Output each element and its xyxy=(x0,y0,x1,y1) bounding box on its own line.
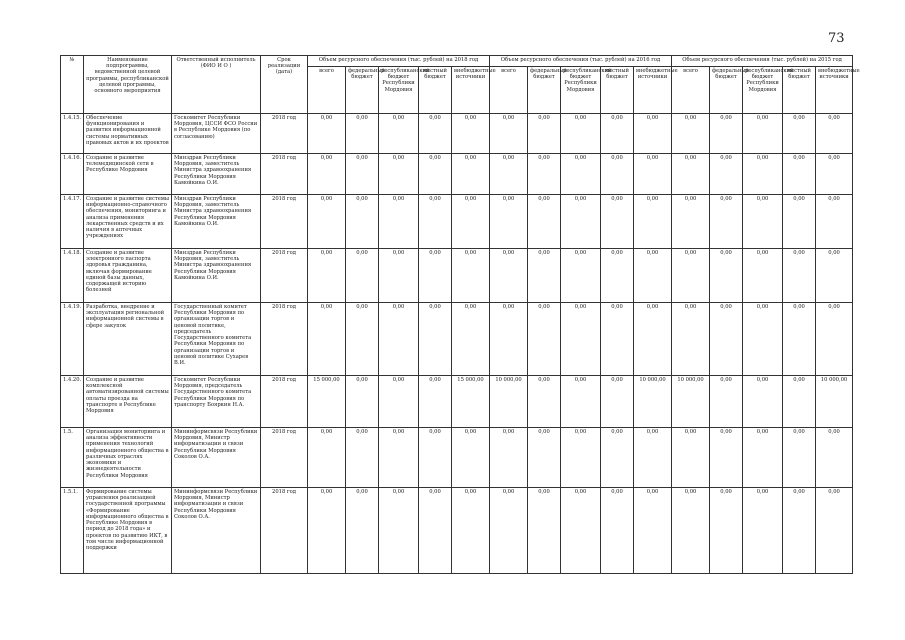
table-row xyxy=(61,428,853,488)
value-cell: 0,00 xyxy=(379,376,419,428)
value-cell: 0,00 xyxy=(816,303,853,376)
row-name: Обеспечение функционирования и развития информационной системы нормативных правовых актов и их проектов xyxy=(84,114,172,154)
row-num: 1.5. xyxy=(61,428,84,488)
value-cell: 0,00 xyxy=(672,488,710,574)
value-cell: 0,00 xyxy=(783,303,816,376)
table-row xyxy=(61,154,853,195)
header-2018-federal: федеральный бюджет xyxy=(346,67,379,114)
value-cell: 0,00 xyxy=(379,303,419,376)
table-body xyxy=(61,114,853,574)
value-cell: 0,00 xyxy=(308,154,346,195)
value-cell: 0,00 xyxy=(379,249,419,303)
value-cell: 0,00 xyxy=(452,488,490,574)
value-cell: 0,00 xyxy=(528,154,561,195)
value-cell: 0,00 xyxy=(379,488,419,574)
row-term: 2018 год xyxy=(261,195,308,249)
value-cell: 0,00 xyxy=(419,249,452,303)
value-cell: 0,00 xyxy=(710,249,743,303)
header-group-2015: Объем ресурсного обеспечения (тыс. рублей) на 2015 год xyxy=(672,56,853,67)
row-num: 1.4.15. xyxy=(61,114,84,154)
value-cell: 0,00 xyxy=(346,303,379,376)
table-row xyxy=(61,303,853,376)
value-cell: 0,00 xyxy=(346,249,379,303)
value-cell: 0,00 xyxy=(601,154,634,195)
value-cell: 0,00 xyxy=(710,114,743,154)
row-term: 2018 год xyxy=(261,154,308,195)
value-cell: 0,00 xyxy=(743,249,783,303)
value-cell: 0,00 xyxy=(528,195,561,249)
value-cell: 0,00 xyxy=(490,195,528,249)
row-term: 2018 год xyxy=(261,249,308,303)
table-row xyxy=(61,195,853,249)
value-cell: 0,00 xyxy=(419,114,452,154)
value-cell: 0,00 xyxy=(308,195,346,249)
value-cell: 0,00 xyxy=(452,303,490,376)
value-cell: 0,00 xyxy=(601,195,634,249)
value-cell: 0,00 xyxy=(490,114,528,154)
value-cell: 0,00 xyxy=(419,428,452,488)
value-cell: 0,00 xyxy=(710,303,743,376)
header-2018-republic: республиканский бюджет Республики Мордовия xyxy=(379,67,419,114)
value-cell: 0,00 xyxy=(490,428,528,488)
row-name: Разработка, внедрение и эксплуатация региональной информационной системы в сфере закупок xyxy=(84,303,172,376)
value-cell: 0,00 xyxy=(783,428,816,488)
value-cell: 0,00 xyxy=(601,303,634,376)
value-cell: 0,00 xyxy=(308,428,346,488)
value-cell: 0,00 xyxy=(490,249,528,303)
value-cell: 0,00 xyxy=(743,303,783,376)
header-2015-federal: федеральный бюджет xyxy=(710,67,743,114)
row-num: 1.4.18. xyxy=(61,249,84,303)
value-cell: 0,00 xyxy=(743,114,783,154)
header-2018-local: местный бюджет xyxy=(419,67,452,114)
table-row xyxy=(61,114,853,154)
value-cell: 0,00 xyxy=(379,154,419,195)
value-cell: 0,00 xyxy=(634,249,672,303)
value-cell: 0,00 xyxy=(672,428,710,488)
header-2016-extra: внебюджетные источники xyxy=(634,67,672,114)
header-2016-republic: республиканский бюджет Республики Мордовия xyxy=(561,67,601,114)
header-2016-local: местный бюджет xyxy=(601,67,634,114)
value-cell: 0,00 xyxy=(672,154,710,195)
value-cell: 0,00 xyxy=(672,195,710,249)
header-group-2018: Объем ресурсного обеспечения (тыс. рублей) на 2018 год xyxy=(308,56,490,67)
header-2016-total: всего xyxy=(490,67,528,114)
row-num: 1.4.17. xyxy=(61,195,84,249)
row-num: 1.4.16. xyxy=(61,154,84,195)
row-executor: Госкомитет Республики Мордовия, ЦССИ ФСО России в Республике Мордовия (по согласованию) xyxy=(172,114,261,154)
value-cell: 0,00 xyxy=(561,303,601,376)
value-cell: 10 000,00 xyxy=(672,376,710,428)
value-cell: 0,00 xyxy=(452,154,490,195)
row-executor: Мининформсвязи Республики Мордовия, Министр информатизации и связи Республики Мордовия Соколов О.А. xyxy=(172,488,261,574)
row-term: 2018 год xyxy=(261,303,308,376)
value-cell: 0,00 xyxy=(379,428,419,488)
value-cell: 0,00 xyxy=(743,488,783,574)
row-name: Создание и развитие системы информационно-справочного обеспечения, мониторинга и анализа применения лекарственных средств и их наличия в аптечных учреждениях xyxy=(84,195,172,249)
value-cell: 0,00 xyxy=(528,114,561,154)
value-cell: 0,00 xyxy=(783,249,816,303)
value-cell: 0,00 xyxy=(308,114,346,154)
row-num: 1.4.20. xyxy=(61,376,84,428)
value-cell: 0,00 xyxy=(452,114,490,154)
value-cell: 0,00 xyxy=(634,303,672,376)
value-cell: 0,00 xyxy=(528,488,561,574)
value-cell: 0,00 xyxy=(561,488,601,574)
value-cell: 0,00 xyxy=(419,195,452,249)
row-executor: Государственный комитет Республики Мордовия по организации торгов и ценовой политике, председатель Государственного комитета Республики Мордовия по организации торгов и ценовой политике Сухарев В.И. xyxy=(172,303,261,376)
row-name: Создание и развитие телемедицинской сети в Республике Мордовия xyxy=(84,154,172,195)
value-cell: 0,00 xyxy=(672,114,710,154)
value-cell: 0,00 xyxy=(710,195,743,249)
value-cell: 0,00 xyxy=(783,488,816,574)
row-executor: Минздрав Республики Мордовия, заместитель Министра здравоохранения Республики Мордовия Камойкина О.И. xyxy=(172,195,261,249)
value-cell: 0,00 xyxy=(379,114,419,154)
value-cell: 15 000,00 xyxy=(452,376,490,428)
header-executor: Ответственный исполнитель (ФИО И О ) xyxy=(172,56,261,114)
value-cell: 0,00 xyxy=(452,249,490,303)
value-cell: 0,00 xyxy=(634,195,672,249)
value-cell: 0,00 xyxy=(346,195,379,249)
row-name: Формирование системы управления реализацией государственной программы «Формирование информационного общества в Республике Мордовия в период до 2018 года» и проектов по развитию ИКТ, в том числе информационной поддержки xyxy=(84,488,172,574)
row-term: 2018 год xyxy=(261,114,308,154)
value-cell: 0,00 xyxy=(672,249,710,303)
value-cell: 0,00 xyxy=(419,376,452,428)
row-executor: Мининформсвязи Республики Мордовия, Министр информатизации и связи Республики Мордовия Соколов О.А. xyxy=(172,428,261,488)
value-cell: 0,00 xyxy=(419,303,452,376)
value-cell: 10 000,00 xyxy=(634,376,672,428)
header-2016-federal: федеральный бюджет xyxy=(528,67,561,114)
value-cell: 0,00 xyxy=(710,428,743,488)
value-cell: 0,00 xyxy=(601,376,634,428)
value-cell: 0,00 xyxy=(743,195,783,249)
value-cell: 15 000,00 xyxy=(308,376,346,428)
value-cell: 0,00 xyxy=(346,154,379,195)
value-cell: 0,00 xyxy=(634,154,672,195)
value-cell: 0,00 xyxy=(710,154,743,195)
header-2015-republic: республиканский бюджет Республики Мордовия xyxy=(743,67,783,114)
value-cell: 0,00 xyxy=(816,428,853,488)
value-cell: 0,00 xyxy=(816,154,853,195)
row-executor: Минздрав Республики Мордовия, заместитель Министра здравоохранения Республики Мордовия Камойкина О.И. xyxy=(172,154,261,195)
value-cell: 0,00 xyxy=(346,376,379,428)
value-cell: 0,00 xyxy=(528,249,561,303)
table-row xyxy=(61,488,853,574)
value-cell: 0,00 xyxy=(528,303,561,376)
value-cell: 0,00 xyxy=(561,154,601,195)
header-term: Срок реализации (дата) xyxy=(261,56,308,114)
budget-table xyxy=(60,55,860,574)
header-2015-total: всего xyxy=(672,67,710,114)
page-number: 73 xyxy=(828,31,845,46)
value-cell: 0,00 xyxy=(561,376,601,428)
row-name: Создание и развитие электронного паспорта здоровья гражданина, включая формирование единой базы данных, содержащей историю болезней xyxy=(84,249,172,303)
value-cell: 10 000,00 xyxy=(490,376,528,428)
value-cell: 0,00 xyxy=(710,376,743,428)
value-cell: 0,00 xyxy=(783,195,816,249)
row-name: Создание и развитие комплексной автоматизированной системы оплаты проезда на транспорте в Республике Мордовия xyxy=(84,376,172,428)
row-executor: Минздрав Республики Мордовия, заместитель Министра здравоохранения Республики Мордовия Камойкина О.И. xyxy=(172,249,261,303)
value-cell: 0,00 xyxy=(634,114,672,154)
table-header xyxy=(61,56,860,114)
value-cell: 0,00 xyxy=(528,376,561,428)
header-group-2016: Объем ресурсного обеспечения (тыс. рублей) на 2016 год xyxy=(490,56,672,67)
value-cell: 0,00 xyxy=(308,488,346,574)
value-cell: 10 000,00 xyxy=(816,376,853,428)
header-name: Наименование подпрограммы, ведомственной целевой программы, республиканской целевой программы, основного мероприятия xyxy=(84,56,172,114)
row-term: 2018 год xyxy=(261,488,308,574)
value-cell: 0,00 xyxy=(419,488,452,574)
value-cell: 0,00 xyxy=(783,154,816,195)
row-term: 2018 год xyxy=(261,428,308,488)
row-term: 2018 год xyxy=(261,376,308,428)
value-cell: 0,00 xyxy=(490,488,528,574)
row-num: 1.5.1. xyxy=(61,488,84,574)
value-cell: 0,00 xyxy=(783,114,816,154)
value-cell: 0,00 xyxy=(601,114,634,154)
header-2018-total: всего xyxy=(308,67,346,114)
value-cell: 0,00 xyxy=(346,428,379,488)
value-cell: 0,00 xyxy=(490,154,528,195)
value-cell: 0,00 xyxy=(528,428,561,488)
value-cell: 0,00 xyxy=(601,428,634,488)
value-cell: 0,00 xyxy=(452,428,490,488)
header-2015-extra: внебюджетные источники xyxy=(816,67,853,114)
value-cell: 0,00 xyxy=(561,249,601,303)
header-num: № xyxy=(61,56,84,114)
value-cell: 0,00 xyxy=(601,488,634,574)
row-name: Организация мониторинга и анализа эффективности применения технологий информационного общества в различных отраслях экономики и жизнедеятельности Республики Мордовия xyxy=(84,428,172,488)
value-cell: 0,00 xyxy=(743,154,783,195)
value-cell: 0,00 xyxy=(601,249,634,303)
value-cell: 0,00 xyxy=(672,303,710,376)
value-cell: 0,00 xyxy=(346,114,379,154)
value-cell: 0,00 xyxy=(743,376,783,428)
value-cell: 0,00 xyxy=(452,195,490,249)
value-cell: 0,00 xyxy=(816,195,853,249)
value-cell: 0,00 xyxy=(710,488,743,574)
value-cell: 0,00 xyxy=(816,488,853,574)
value-cell: 0,00 xyxy=(346,488,379,574)
header-2015-local: местный бюджет xyxy=(783,67,816,114)
table-row xyxy=(61,249,853,303)
value-cell: 0,00 xyxy=(490,303,528,376)
row-executor: Госкомитет Республики Мордовия, председатель Государственного комитета Республики Мордовия по транспорту Бояркин Н.А. xyxy=(172,376,261,428)
value-cell: 0,00 xyxy=(561,428,601,488)
row-num: 1.4.19. xyxy=(61,303,84,376)
value-cell: 0,00 xyxy=(419,154,452,195)
value-cell: 0,00 xyxy=(634,488,672,574)
table-row xyxy=(61,376,853,428)
value-cell: 0,00 xyxy=(308,303,346,376)
header-2018-extra: внебюджетные источники xyxy=(452,67,490,114)
value-cell: 0,00 xyxy=(561,114,601,154)
value-cell: 0,00 xyxy=(308,249,346,303)
value-cell: 0,00 xyxy=(379,195,419,249)
value-cell: 0,00 xyxy=(743,428,783,488)
value-cell: 0,00 xyxy=(783,376,816,428)
value-cell: 0,00 xyxy=(561,195,601,249)
value-cell: 0,00 xyxy=(816,249,853,303)
value-cell: 0,00 xyxy=(816,114,853,154)
value-cell: 0,00 xyxy=(634,428,672,488)
